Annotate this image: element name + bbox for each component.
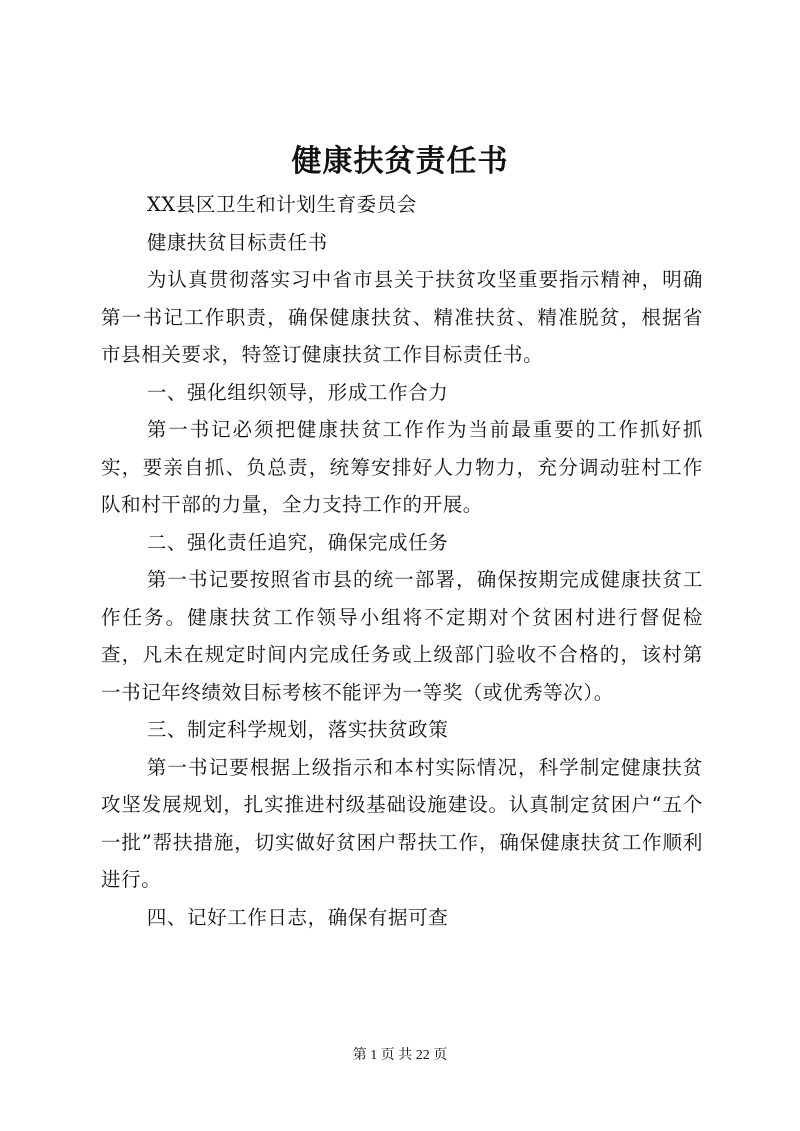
page-footer: 第 1 页 共 22 页	[352, 1048, 448, 1063]
section-heading-3: 三、制定科学规划，落实扶贫政策	[146, 718, 449, 741]
document-title: 健康扶贫责任书	[291, 144, 509, 179]
section-heading-1: 一、强化组织领导，形成工作合力	[146, 380, 449, 404]
section-paragraph-2: 第一书记要按照省市县的统一部署，确保按期完成健康扶贫工作任务。健康扶贫工作领导小组将不定期对个贫困村进行督促检查，凡未在规定时间内完成任务或上级部门验收不合格的，该村第一书记年终绩效目标考核不能评为一等奖（或优秀等次）。	[101, 568, 703, 704]
section-paragraph-1: 第一书记必须把健康扶贫工作作为当前最重要的工作抓好抓实，要亲自抓、负总责，统筹安排好人力物力，充分调动驻村工作队和村干部的力量，全力支持工作的开展。	[101, 418, 703, 516]
subtitle-line: 健康扶贫目标责任书	[146, 230, 328, 254]
issuer-line: XX县区卫生和计划生育委员会	[146, 193, 417, 216]
intro-paragraph: 为认真贯彻落实习中省市县关于扶贫攻坚重要指示精神，明确第一书记工作职责，确保健康扶贫、精准扶贫、精准脱贫，根据省市县相关要求，特签订健康扶贫工作目标责任书。	[101, 268, 703, 366]
document-body	[101, 186, 703, 936]
section-paragraph-3: 第一书记要根据上级指示和本村实际情况，科学制定健康扶贫攻坚发展规划，扎实推进村级基础设施建设。认真制定贫困户“五个一批”帮扶措施，切实做好贫困户帮扶工作，确保健康扶贫工作顺利进行。	[101, 755, 703, 891]
section-heading-2: 二、强化责任追究，确保完成任务	[146, 530, 449, 554]
section-heading-4: 四、记好工作日志，确保有据可查	[146, 905, 449, 929]
